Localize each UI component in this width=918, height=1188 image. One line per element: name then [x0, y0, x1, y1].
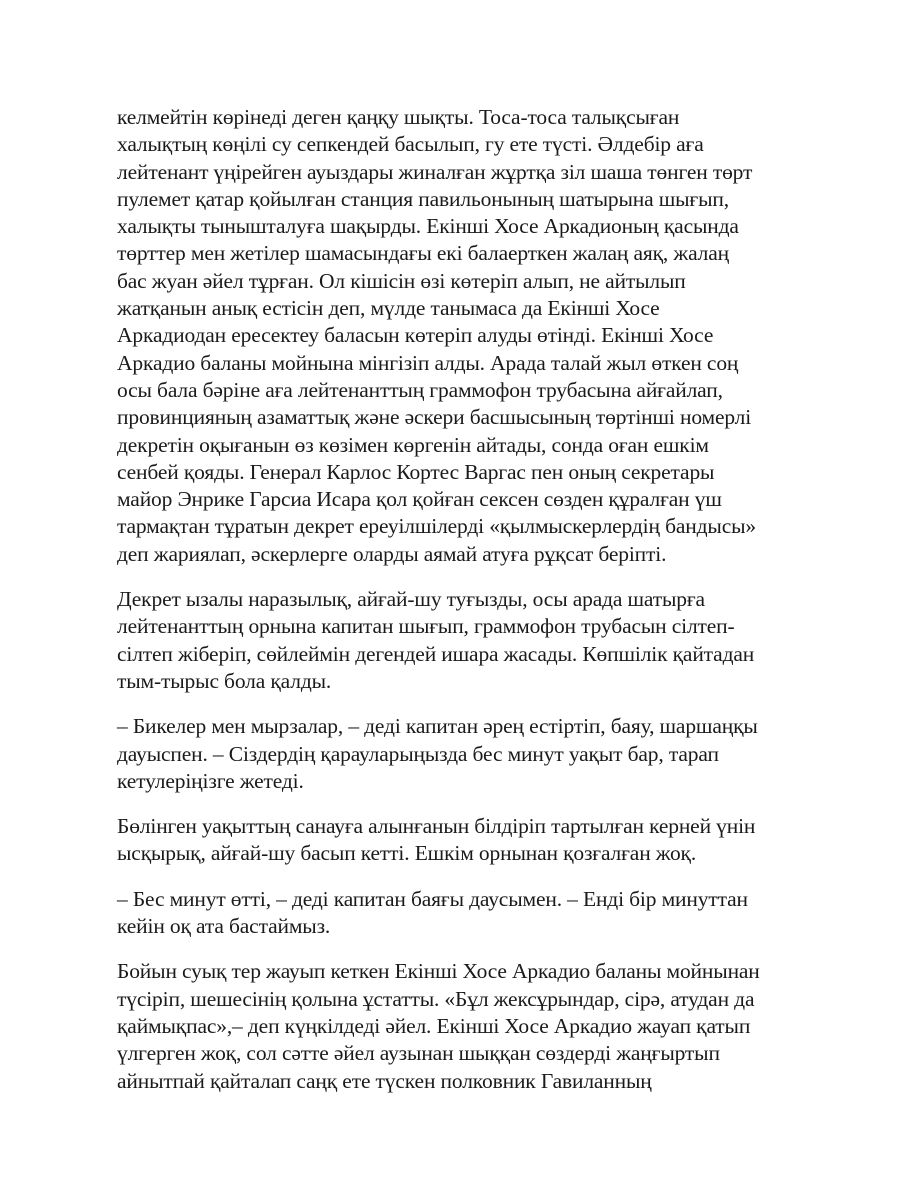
text-line: – Бикелер мен мырзалар, – деді капитан әрең естіртіп, баяу, шаршаңқы	[117, 714, 758, 739]
text-line: тым-тырыс бола қалды.	[117, 668, 332, 693]
text-line: Бойын суық тер жауып кеткен Екінші Хосе Аркадио баланы мойнынан	[117, 959, 760, 984]
text-line: бас жуан әйел тұрған. Ол кішісін өзі көтеріп алып, не айтылып	[117, 268, 686, 293]
text-line: дауыспен. – Сіздердің қарауларыңызда бес минут уақыт бар, тарап	[117, 741, 719, 766]
text-line: үлгерген жоқ, сол сәтте әйел аузынан шыққан сөздерді жаңғыртып	[117, 1041, 720, 1066]
paragraph	[117, 886, 817, 941]
text-line: майор Энрике Гарсиа Исара қол қойған сексен сөзден құралған үш	[117, 487, 722, 512]
text-line: тармақтан тұратын декрет ереуілшілерді «қылмыскерлердің бандысы»	[117, 514, 756, 539]
paragraph	[117, 813, 817, 868]
text-line: төрттер мен жетілер шамасындағы екі балаерткен жалаң аяқ, жалаң	[117, 241, 729, 266]
text-line: – Бес минут өтті, – деді капитан баяғы даусымен. – Енді бір минуттан	[117, 886, 748, 911]
text-line: осы бала бәріне аға лейтенанттың граммофон трубасына айғайлап,	[117, 377, 723, 402]
text-line: ысқырық, айғай-шу басып кетті. Ешкім орнынан қозғалған жоқ.	[117, 841, 697, 866]
text-line: Бөлінген уақыттың санауға алынғанын білдіріп тартылған керней үнін	[117, 814, 756, 839]
text-line: халықты тынышталуға шақырды. Екінші Хосе Аркадионың қасында	[117, 214, 739, 239]
body-text	[117, 104, 817, 1113]
text-line: лейтенанттың орнына капитан шығып, граммофон трубасын сілтеп-	[117, 614, 735, 639]
text-line: жатқанын анық естісін деп, мүлде танымаса да Екінші Хосе	[117, 296, 660, 321]
text-line: айнытпай қайталап саңқ ете түскен полковник Гавиланның	[117, 1068, 652, 1093]
text-line: кетулеріңізге жетеді.	[117, 768, 304, 793]
paragraph	[117, 713, 817, 795]
paragraph	[117, 586, 817, 695]
text-line: сенбей қояды. Генерал Карлос Кортес Варгас пен оның секретары	[117, 459, 715, 484]
text-line: келмейтін көрінеді деген қаңқу шықты. Тоса-тоса талықсыған	[117, 105, 680, 129]
text-line: кейін оқ ата бастаймыз.	[117, 914, 331, 939]
text-line: халықтың көңілі су сепкендей басылып, гу ете түсті. Әлдебір аға	[117, 132, 704, 157]
text-line: пулемет қатар қойылған станция павильонының шатырына шығып,	[117, 186, 729, 211]
text-line: Декрет ызалы наразылық, айғай-шу туғызды, осы арада шатырға	[117, 587, 705, 612]
text-line: деп жариялап, әскерлерге оларды аямай атуға рұқсат беріпті.	[117, 541, 667, 566]
text-line: сілтеп жіберіп, сөйлеймін дегендей ишара жасады. Көпшілік қайтадан	[117, 641, 755, 666]
paragraph	[117, 104, 817, 568]
text-line: лейтенант үңірейген ауыздары жиналған жұртқа зіл шаша төнген төрт	[117, 159, 753, 184]
text-line: түсіріп, шешесінің қолына ұстатты. «Бұл жексұрындар, сірә, атудан да	[117, 986, 755, 1011]
text-line: провинцияның азаматтық және әскери басшысының төртінші номерлі	[117, 405, 752, 430]
paragraph	[117, 958, 817, 1094]
text-line: Аркадиодан ересектеу баласын көтеріп алуды өтінді. Екінші Хосе	[117, 323, 714, 348]
text-line: қаймықпас»,– деп күңкілдеді әйел. Екінші Хосе Аркадио жауап қатып	[117, 1013, 751, 1038]
text-line: декретін оқығанын өз көзімен көргенін айтады, сонда оған ешкім	[117, 432, 709, 457]
text-line: Аркадио баланы мойнына мінгізіп алды. Арада талай жыл өткен соң	[117, 350, 739, 375]
